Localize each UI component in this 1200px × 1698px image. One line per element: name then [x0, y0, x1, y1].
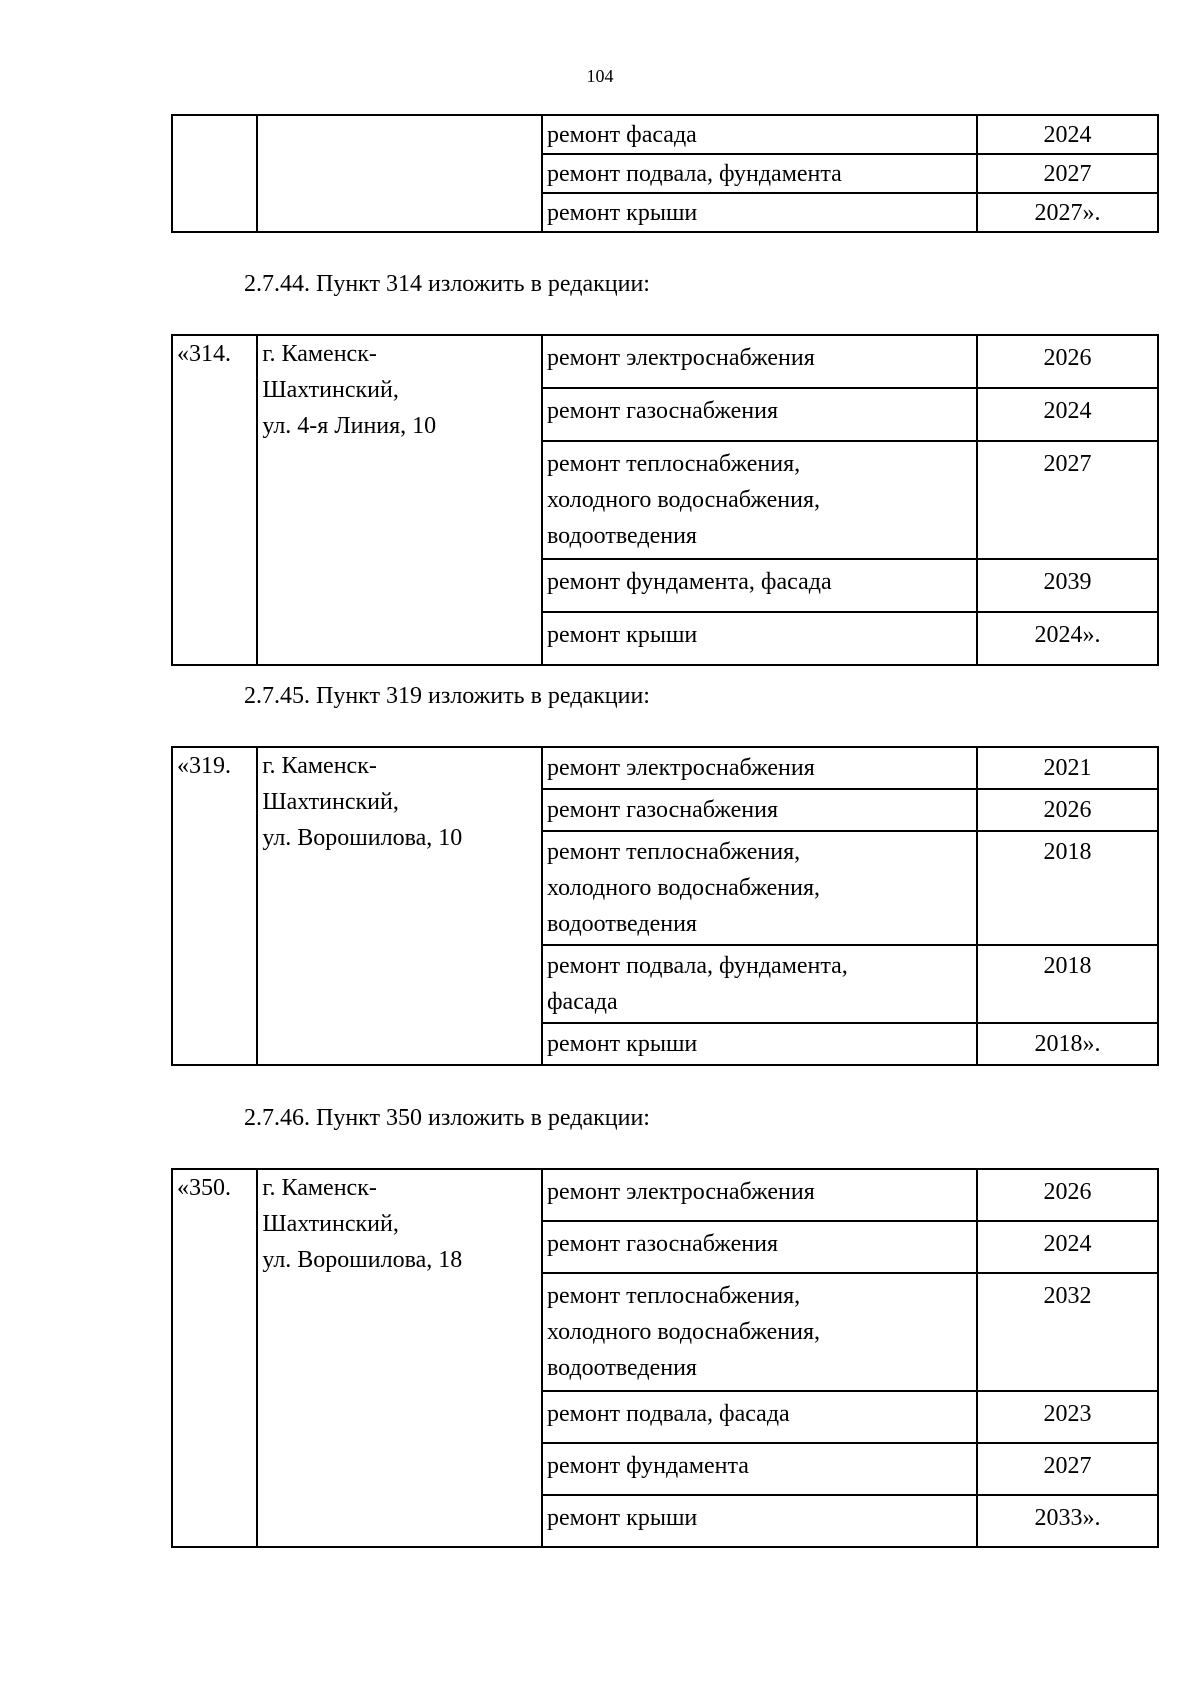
address-cell — [257, 1169, 542, 1547]
work-cell: ремонт фасада — [542, 115, 977, 154]
address-line: г. Каменск- — [262, 341, 377, 367]
section-heading: 2.7.45. Пункт 319 изложить в редакции: — [244, 683, 650, 709]
address-line: ул. Ворошилова, 10 — [262, 825, 463, 851]
address-line: г. Каменск- — [262, 753, 377, 779]
work-cell: ремонт фундамента — [542, 1443, 977, 1495]
work-cell: ремонт электроснабжения — [542, 1169, 977, 1221]
year-cell: 2039 — [977, 559, 1158, 612]
work-line: холодного водоснабжения, — [546, 487, 821, 513]
year-cell: 2026 — [977, 335, 1158, 388]
section-table-314 — [171, 334, 1159, 666]
work-cell — [542, 441, 977, 559]
table-row — [172, 335, 1158, 388]
table-row — [172, 747, 1158, 789]
year-cell: 2027». — [977, 193, 1158, 232]
section-heading: 2.7.46. Пункт 350 изложить в редакции: — [244, 1105, 650, 1131]
year-cell: 2018 — [977, 945, 1158, 1023]
work-cell: ремонт подвала, фасада — [542, 1391, 977, 1443]
work-line: ремонт теплоснабжения, — [546, 451, 801, 477]
year-cell: 2024 — [977, 115, 1158, 154]
year-cell: 2032 — [977, 1273, 1158, 1391]
work-cell: ремонт электроснабжения — [542, 747, 977, 789]
address-line: Шахтинский, — [262, 789, 399, 815]
address-cell — [257, 335, 542, 665]
work-line: водоотведения — [546, 911, 697, 937]
year-cell: 2024». — [977, 612, 1158, 665]
work-cell: ремонт газоснабжения — [542, 789, 977, 831]
item-number-cell: «314. — [172, 335, 257, 665]
section-table-319 — [171, 746, 1159, 1066]
year-cell: 2024 — [977, 388, 1158, 441]
work-line: ремонт подвала, фундамента, — [546, 953, 848, 979]
year-cell: 2026 — [977, 789, 1158, 831]
work-cell: ремонт газоснабжения — [542, 1221, 977, 1273]
item-number-cell: «319. — [172, 747, 257, 1065]
address-line: Шахтинский, — [262, 1211, 399, 1237]
continuation-table — [171, 114, 1159, 233]
year-cell: 2021 — [977, 747, 1158, 789]
work-cell — [542, 945, 977, 1023]
work-line: холодного водоснабжения, — [546, 875, 821, 901]
work-cell — [542, 1273, 977, 1391]
section-table-350 — [171, 1168, 1159, 1548]
address-line: ул. Ворошилова, 18 — [262, 1247, 463, 1273]
year-cell: 2027 — [977, 154, 1158, 193]
work-line: водоотведения — [546, 523, 697, 549]
work-cell: ремонт крыши — [542, 1023, 977, 1065]
address-line: г. Каменск- — [262, 1175, 377, 1201]
item-number-cell: «350. — [172, 1169, 257, 1547]
work-cell — [542, 831, 977, 945]
work-line: ремонт теплоснабжения, — [546, 1283, 801, 1309]
address-cell — [257, 115, 542, 232]
table-row — [172, 1169, 1158, 1221]
address-cell — [257, 747, 542, 1065]
item-number-cell — [172, 115, 257, 232]
work-line: водоотведения — [546, 1355, 697, 1381]
work-cell: ремонт подвала, фундамента — [542, 154, 977, 193]
section-heading: 2.7.44. Пункт 314 изложить в редакции: — [244, 271, 650, 297]
table-row — [172, 115, 1158, 154]
work-line: фасада — [546, 989, 618, 1015]
work-cell: ремонт газоснабжения — [542, 388, 977, 441]
address-line: ул. 4-я Линия, 10 — [262, 413, 437, 439]
year-cell: 2026 — [977, 1169, 1158, 1221]
work-cell: ремонт электроснабжения — [542, 335, 977, 388]
work-line: холодного водоснабжения, — [546, 1319, 821, 1345]
work-cell: ремонт крыши — [542, 1495, 977, 1547]
work-line: ремонт теплоснабжения, — [546, 839, 801, 865]
year-cell: 2024 — [977, 1221, 1158, 1273]
work-cell: ремонт крыши — [542, 612, 977, 665]
year-cell: 2027 — [977, 441, 1158, 559]
year-cell: 2027 — [977, 1443, 1158, 1495]
year-cell: 2018». — [977, 1023, 1158, 1065]
work-cell: ремонт крыши — [542, 193, 977, 232]
page-number: 104 — [586, 66, 614, 86]
year-cell: 2023 — [977, 1391, 1158, 1443]
work-cell: ремонт фундамента, фасада — [542, 559, 977, 612]
address-line: Шахтинский, — [262, 377, 399, 403]
year-cell: 2018 — [977, 831, 1158, 945]
year-cell: 2033». — [977, 1495, 1158, 1547]
